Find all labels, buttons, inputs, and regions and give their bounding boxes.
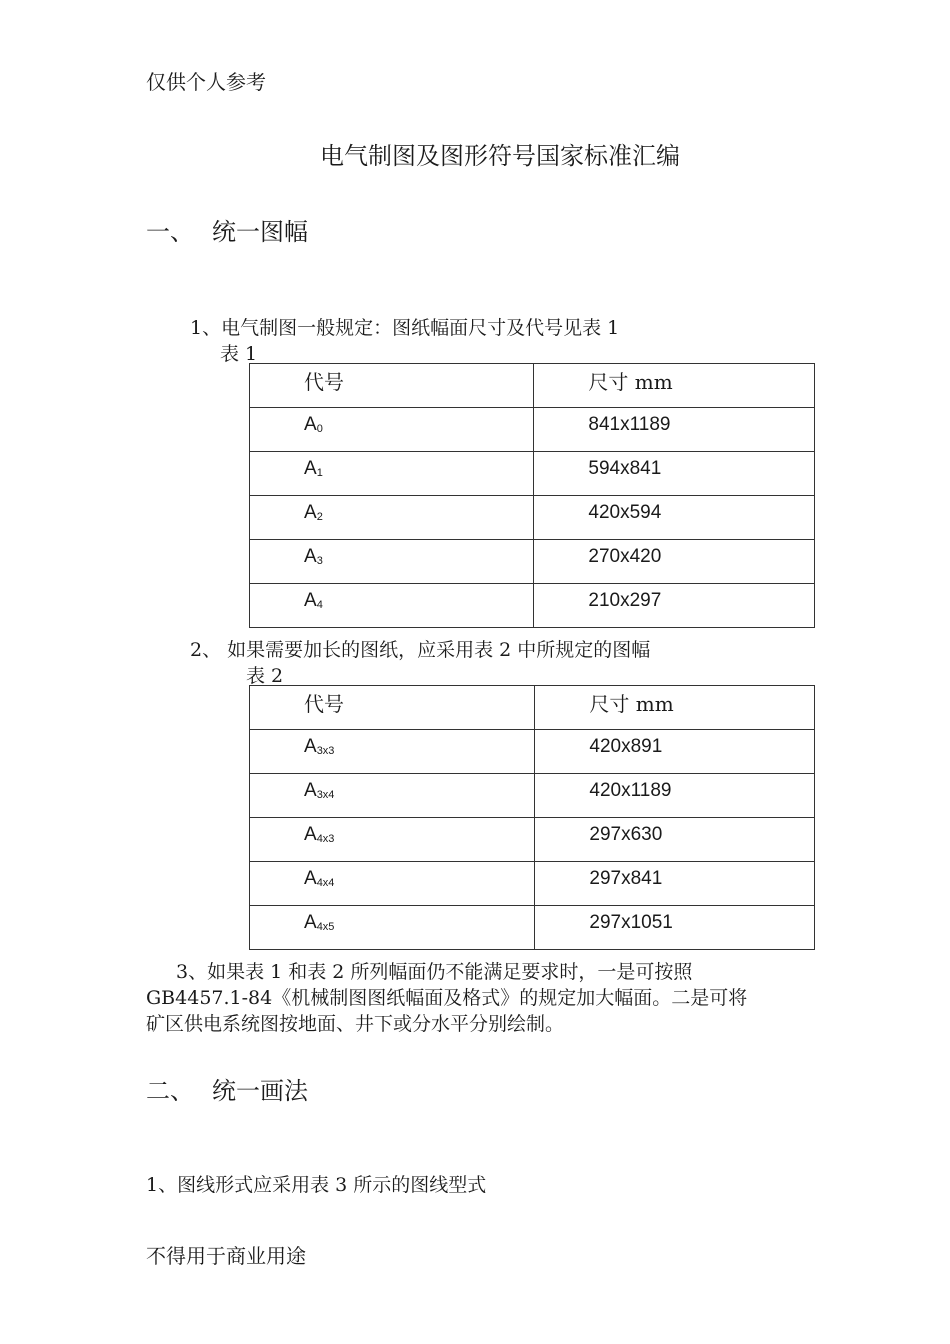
item4-text: 1、图线形式应采用表 3 所示的图线型式 <box>146 1174 487 1196</box>
page-header: 仅供个人参考 <box>146 70 266 94</box>
section1-number: 一、 <box>146 218 194 246</box>
table-row <box>250 496 815 540</box>
table2-code-cell: $A_{4x5}$ <box>250 906 535 950</box>
table2-code-cell: $A_{4x4}$ <box>250 862 535 906</box>
table1-code-cell: $A_0$ <box>250 408 534 452</box>
table1-header-code: 代号 <box>250 364 534 408</box>
item3-line2: GB4457.1-84《机械制图图纸幅面及格式》的规定加大幅面。二是可将 <box>146 987 748 1009</box>
table1-code-cell: $A_2$ <box>250 496 534 540</box>
table2-size-cell: 297x841 <box>535 862 815 906</box>
table1-header-size: 尺寸 mm <box>534 364 815 408</box>
item1-text: 1、电气制图一般规定：图纸幅面尺寸及代号见表 1 <box>190 317 620 339</box>
table2-header-code: 代号 <box>250 686 535 730</box>
table-row <box>250 452 815 496</box>
table2 <box>249 685 815 950</box>
table-row <box>250 730 815 774</box>
page-footer: 不得用于商业用途 <box>146 1244 306 1268</box>
table2-header-size: 尺寸 mm <box>535 686 815 730</box>
table2-size-cell: 420x891 <box>535 730 815 774</box>
table1-size-cell: 841x1189 <box>534 408 815 452</box>
table2-size-cell: 420x1189 <box>535 774 815 818</box>
table-row <box>250 774 815 818</box>
table1-size-cell: 210x297 <box>534 584 815 628</box>
section2-heading: 统一画法 <box>212 1077 308 1105</box>
table-row <box>250 862 815 906</box>
table-row <box>250 906 815 950</box>
table1-header-row <box>250 364 815 408</box>
table2-size-cell: 297x630 <box>535 818 815 862</box>
table1-code-cell: $A_4$ <box>250 584 534 628</box>
document-title: 电气制图及图形符号国家标准汇编 <box>320 142 680 170</box>
table-row <box>250 408 815 452</box>
table1-code-cell: $A_1$ <box>250 452 534 496</box>
table1-code-cell: $A_3$ <box>250 540 534 584</box>
table1-size-cell: 594x841 <box>534 452 815 496</box>
section2-number: 二、 <box>146 1077 194 1105</box>
table2-header-row <box>250 686 815 730</box>
item3-line3: 矿区供电系统图按地面、井下或分水平分别绘制。 <box>146 1013 565 1035</box>
item2-text: 2、 如果需要加长的图纸，应采用表 2 中所规定的图幅 <box>190 639 651 661</box>
table1-caption: 表 1 <box>220 343 258 365</box>
table2-caption: 表 2 <box>246 665 284 687</box>
table-row <box>250 818 815 862</box>
table1-size-cell: 420x594 <box>534 496 815 540</box>
table-row <box>250 584 815 628</box>
table-row <box>250 540 815 584</box>
table1-size-cell: 270x420 <box>534 540 815 584</box>
table2-code-cell: $A_{3x4}$ <box>250 774 535 818</box>
table2-code-cell: $A_{4x3}$ <box>250 818 535 862</box>
table2-code-cell: $A_{3x3}$ <box>250 730 535 774</box>
section1-heading: 统一图幅 <box>212 218 308 246</box>
table2-size-cell: 297x1051 <box>535 906 815 950</box>
table1 <box>249 363 815 628</box>
item3-line1: 3、如果表 1 和表 2 所列幅面仍不能满足要求时，一是可按照 <box>176 961 693 983</box>
